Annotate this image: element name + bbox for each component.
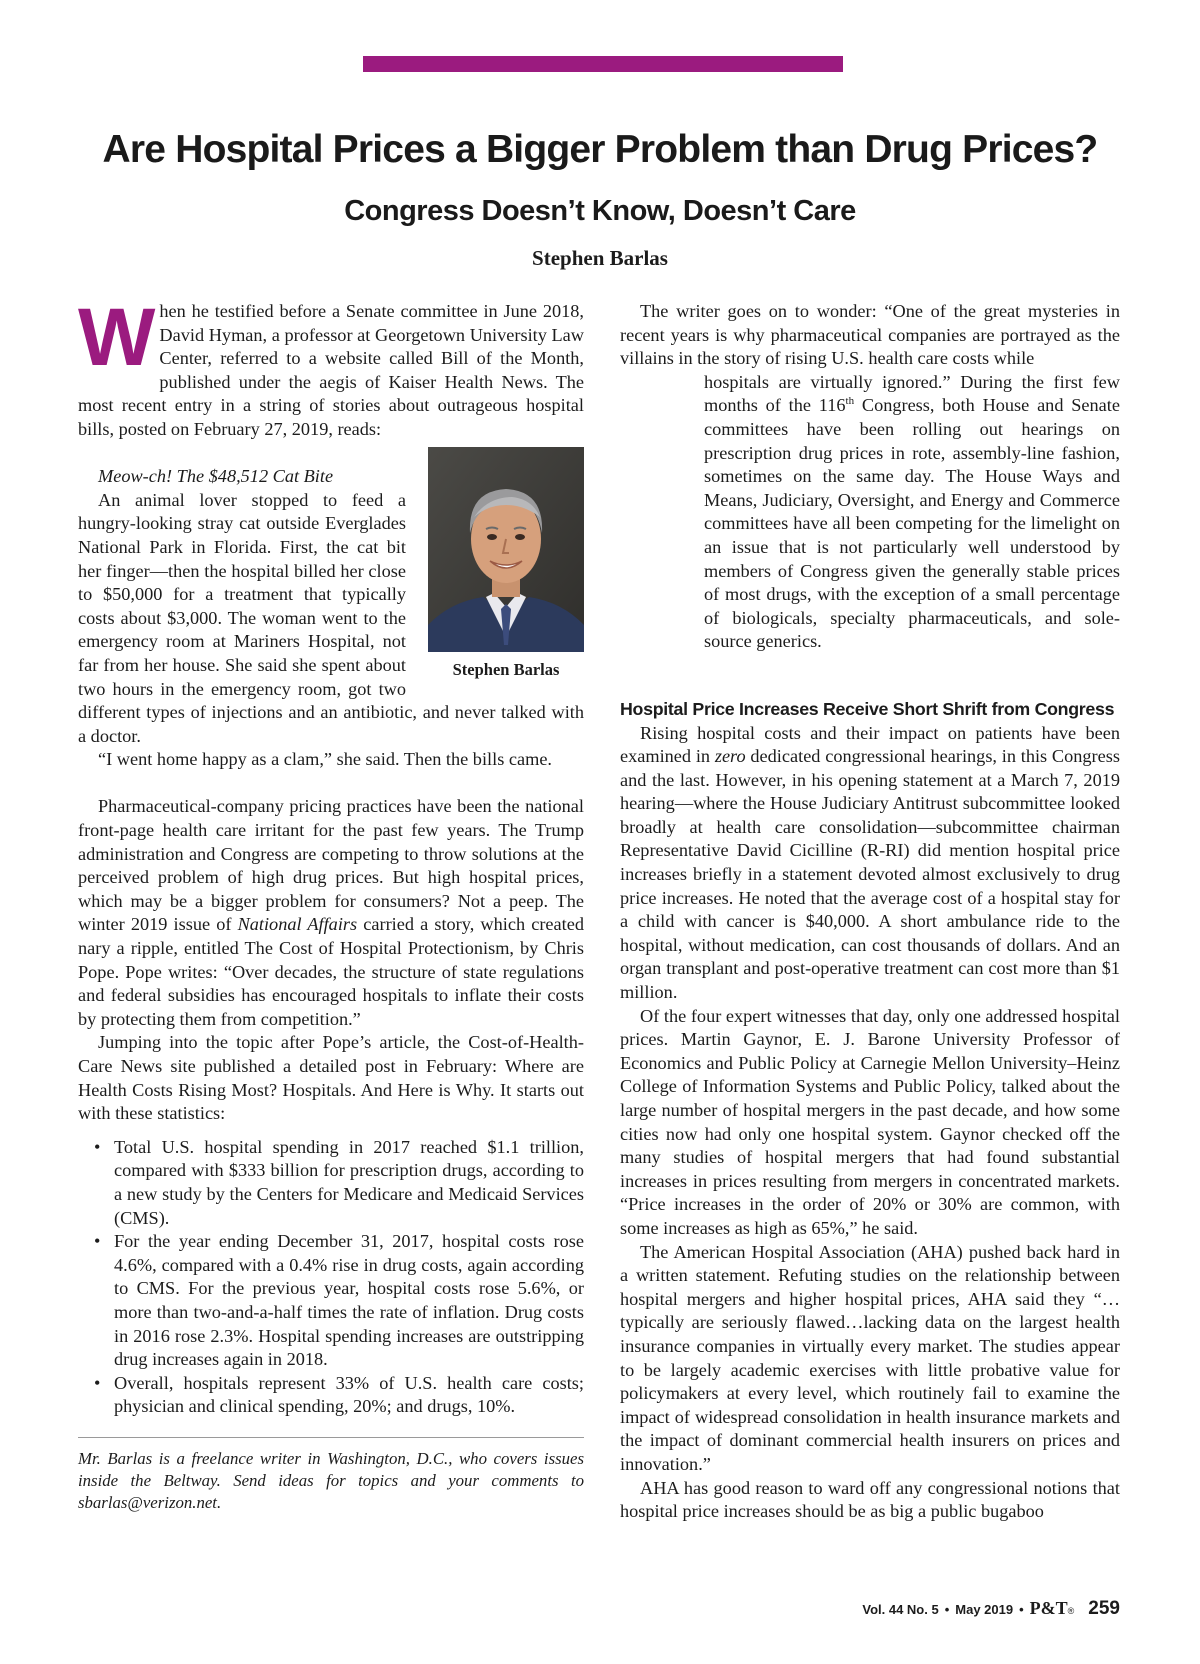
footer-separator: • [944,1602,950,1617]
accent-bar [363,56,843,72]
section-heading: Hospital Price Increases Receive Short Shrift from Congress [620,698,1115,719]
footer-volume: Vol. 44 No. 5 [862,1602,939,1617]
footer-date: May 2019 [955,1602,1014,1617]
page-number: 259 [1088,1598,1120,1619]
left-column [78,292,584,1514]
paragraph: Jumping into the topic after Pope’s article, the Cost-of-Health-Care News site published a detailed post in February: Where are Health Costs Rising Most? Hospitals. And Here is Why. It starts out with these statistics: [78,1032,584,1124]
list-item: • For the year ending December 31, 2017, hospital costs rose 4.6%, compared with a 0.4% rise in drug costs, again according to CMS. For the previous year, hospital costs rose 5.6%, or more than two-and-a-half times the rate of inflation. Drug costs in 2016 rose 2.3%. Hospital spending increases are outstripping drug increases again in 2018. [114,1230,584,1372]
photo-caption: Stephen Barlas [452,659,560,679]
paragraph: Rising hospital costs and their impact on patients have been examined in zero dedicated congressional hearings, in this Congress and the last. However, in his opening statement at a March 7, 2019 hearing—where the House Judiciary Antitrust subcommittee looked broadly at health care consolidation—subcommittee chairman Representative David Cicilline (R-RI) did mention hospital price increases briefly in a statement devoted almost exclusively to drug price increases. He noted that the average cost of a hospital stay for a child with cancer is $40,000. A short ambulance ride to the hospital, without medication, can cost thousands of dollars. And an organ transplant and post-operative treatment can cost more than $1 million. [620,722,1120,1003]
paragraph: The American Hospital Association (AHA) pushed back hard in a written statement. Refuting studies on the relationship between hospital mergers and higher hospital prices, AHA said they “…typically are seriously flawed…lacking data on the largest health insurance companies in virtually every market. The studies appear to be largely academic exercises with little probative value for policymakers at every level, which routinely fail to examine the impact of widespread consolidation in health insurance markets and the impact of dominant commercial health insurers on prices and innovation.” [620,1241,1120,1474]
journal-title: National Affairs [237,914,358,935]
intro-text: hen he testified before a Senate committee in June 2018, David Hyman, a professor at Georgetown University Law Center, referred to a website called Bill of the Month, published under the aegis of Kaiser Health News. The most recent entry in a string of stories about outrageous hospital bills, posted on February 27, 2019, reads: [78,301,584,439]
paragraph: Of the four expert witnesses that day, only one addressed hospital prices. Martin Gaynor, E. J. Barone University Professor of Economics and Public Policy at Carnegie Mellon University–Heinz College of Information Systems and Public Policy, talked about the large number of hospital mergers in the past decade, and how some cities now had only one hospital system. Gaynor checked off the many studies of hospital mergers that had found substantial increases in prices resulting from mergers in concentrated markets. “Price increases in the order of 20% or 30% are common, with some increases as high as 65%,” he said. [620,1005,1120,1238]
paragraph: hospitals are virtually ignored.” During the first few months of the 116th Congress, both House and Senate committees have been rolling out hearings on prescription drug prices in rote, assembly-line fashion, sometimes on the same day. The House Ways and Means, Judiciary, Oversight, and Energy and Commerce committees have all been competing for the limelight on an issue that is not particularly well understood by members of Congress given the generally stable prices of most drugs, with the exception of a small percentage of biologicals, specialty pharmaceuticals, and sole-source generics. [704,371,1120,652]
publication-name: P&T [1029,1598,1068,1618]
quote-title: Meow-ch! The $48,512 Cat Bite [98,466,334,487]
footer-separator: • [1019,1602,1024,1617]
statistics-list [78,1136,584,1419]
drop-cap: W [78,292,156,383]
author-portrait-icon [428,447,584,652]
paragraph: Pharmaceutical-company pricing practices have been the national front-page health care irritant for the past few years. The Trump administration and Congress are competing to throw solutions at the perceived problem of high drug prices. But high hospital prices, which may be a bigger problem for consumers? Not a peep. The winter 2019 issue of National Affairs carried a story, which created nary a ripple, entitled The Cost of Hospital Protectionism, by Chris Pope. Pope writes: “Over decades, the structure of state regulations and federal subsidies has encouraged hospitals to inflate their costs by protecting them from competition.” [78,796,584,1029]
right-column [620,300,1120,1524]
quote-body: An animal lover stopped to feed a hungry-looking stray cat outside Everglades National Park in Florida. First, the cat bit her finger—then the hospital billed her close to $50,000 for a treatment that typically costs about $3,000. The woman went to the emergency room at Mariners Hospital, not far from her house. She said she spent about two hours in the emergency room, got two different types of injections and an antibiotic, and never talked with a doctor. [78,489,584,746]
intro-paragraph [78,292,584,442]
author-photo-figure [428,447,584,680]
paragraph: AHA has good reason to ward off any congressional notions that hospital price increases should be as big a public bugaboo [620,1477,1120,1522]
author-note: Mr. Barlas is a freelance writer in Washington, D.C., who covers issues inside the Beltway. Send ideas for topics and your comments to sbarlas@verizon.net. [78,1448,584,1512]
author-note-box [78,1437,584,1514]
registered-mark: ® [1067,1606,1075,1616]
article-subtitle: Congress Doesn’t Know, Doesn’t Care [344,195,856,227]
article-byline: Stephen Barlas [532,246,668,270]
quote-end: “I went home happy as a clam,” she said. Then the bills came. [98,749,553,770]
paragraph: The writer goes on to wonder: “One of the great mysteries in recent years is why pharmaceutical companies are portrayed as the villains in the story of rising U.S. health care costs while [620,301,1120,369]
list-item: • Total U.S. hospital spending in 2017 reached $1.1 trillion, compared with $333 billion for prescription drugs, according to a new study by the Centers for Medicare and Medicaid Services (CMS). [114,1136,584,1230]
list-item: • Overall, hospitals represent 33% of U.S. health care costs; physician and clinical spending, 20%; and drugs, 10%. [114,1372,584,1419]
article-title: Are Hospital Prices a Bigger Problem than Drug Prices? [102,128,1098,171]
page-footer [862,1598,1120,1620]
